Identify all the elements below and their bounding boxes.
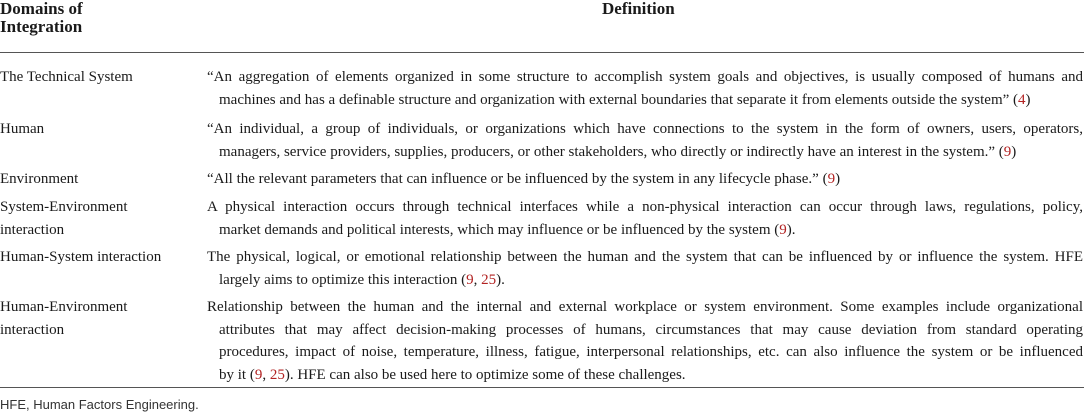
definition-line: A physical interaction occurs through technical interfaces while a non-physical interaction can occur through laws, regulations, policy, <box>207 199 1083 215</box>
reference-link[interactable]: 25 <box>269 366 285 383</box>
definitions-table <box>0 0 1084 53</box>
reference-link[interactable]: 9 <box>827 171 836 187</box>
definition-line: “An individual, a group of individuals, or organizations which have connections to the system in the form of owners, users, operators, <box>207 121 1083 137</box>
domain-cell: The Technical System <box>0 69 133 85</box>
definition-cell <box>207 66 1083 111</box>
definition-line: “An aggregation of elements organized in some structure to accomplish system goals and objectives, is usually composed of humans and <box>207 69 1083 85</box>
reference-link[interactable]: 9 <box>1003 143 1012 160</box>
reference-link[interactable]: 4 <box>1018 91 1026 108</box>
definition-cell <box>207 168 1083 191</box>
table-footnote: HFE, Human Factors Engineering. <box>0 397 199 412</box>
definition-line: largely aims to optimize this interaction (9, 25). <box>219 271 505 288</box>
definition-line: attributes that may affect decision-making processes of humans, circumstances that may cause deviation from standard operating <box>219 321 1083 338</box>
definition-line: by it (9, 25). HFE can also be used here to optimize some of these challenges. <box>219 366 686 383</box>
reference-link[interactable]: 9 <box>466 271 474 288</box>
definition-cell <box>207 118 1083 163</box>
header-domains: Domains of Integration <box>0 0 83 36</box>
domain-cell: Environment <box>0 171 79 187</box>
table-header <box>0 0 1084 53</box>
definition-line: “All the relevant parameters that can influence or be influenced by the system in any lifecycle phase.” (9) <box>207 171 841 187</box>
domain-cell: System-Environment interaction <box>0 199 128 238</box>
definition-line: managers, service providers, supplies, producers, or other stakeholders, who directly or indirectly have an interest in the system.” (9) <box>219 143 1017 160</box>
definition-line: market demands and political interests, which may influence or be influenced by the system (9). <box>219 221 796 238</box>
definition-cell <box>207 196 1083 241</box>
domain-cell: Human <box>0 121 45 137</box>
domain-cell: Human-System interaction <box>0 249 162 265</box>
definition-line: procedures, impact of noise, temperature, illness, fatigue, interpersonal relationships, etc. can also influence the system or be influenced <box>219 344 1083 360</box>
reference-link[interactable]: 25 <box>481 271 497 288</box>
definition-cell <box>207 296 1083 386</box>
definition-line: machines and has a definable structure and organization with external boundaries that separate it from elements outside the system” (4) <box>219 91 1031 108</box>
definition-line: Relationship between the human and the internal and external workplace or system environment. Some examples include organizational <box>207 299 1083 315</box>
reference-link[interactable]: 9 <box>254 366 263 383</box>
reference-link[interactable]: 9 <box>779 221 787 238</box>
domain-cell: Human-Environment interaction <box>0 299 128 338</box>
table-bottom-rule <box>0 387 1084 388</box>
definition-cell <box>207 246 1083 291</box>
header-definition: Definition <box>602 0 675 18</box>
definition-line: The physical, logical, or emotional relationship between the human and the system that can be influenced by or influence the system. HFE <box>207 249 1083 265</box>
